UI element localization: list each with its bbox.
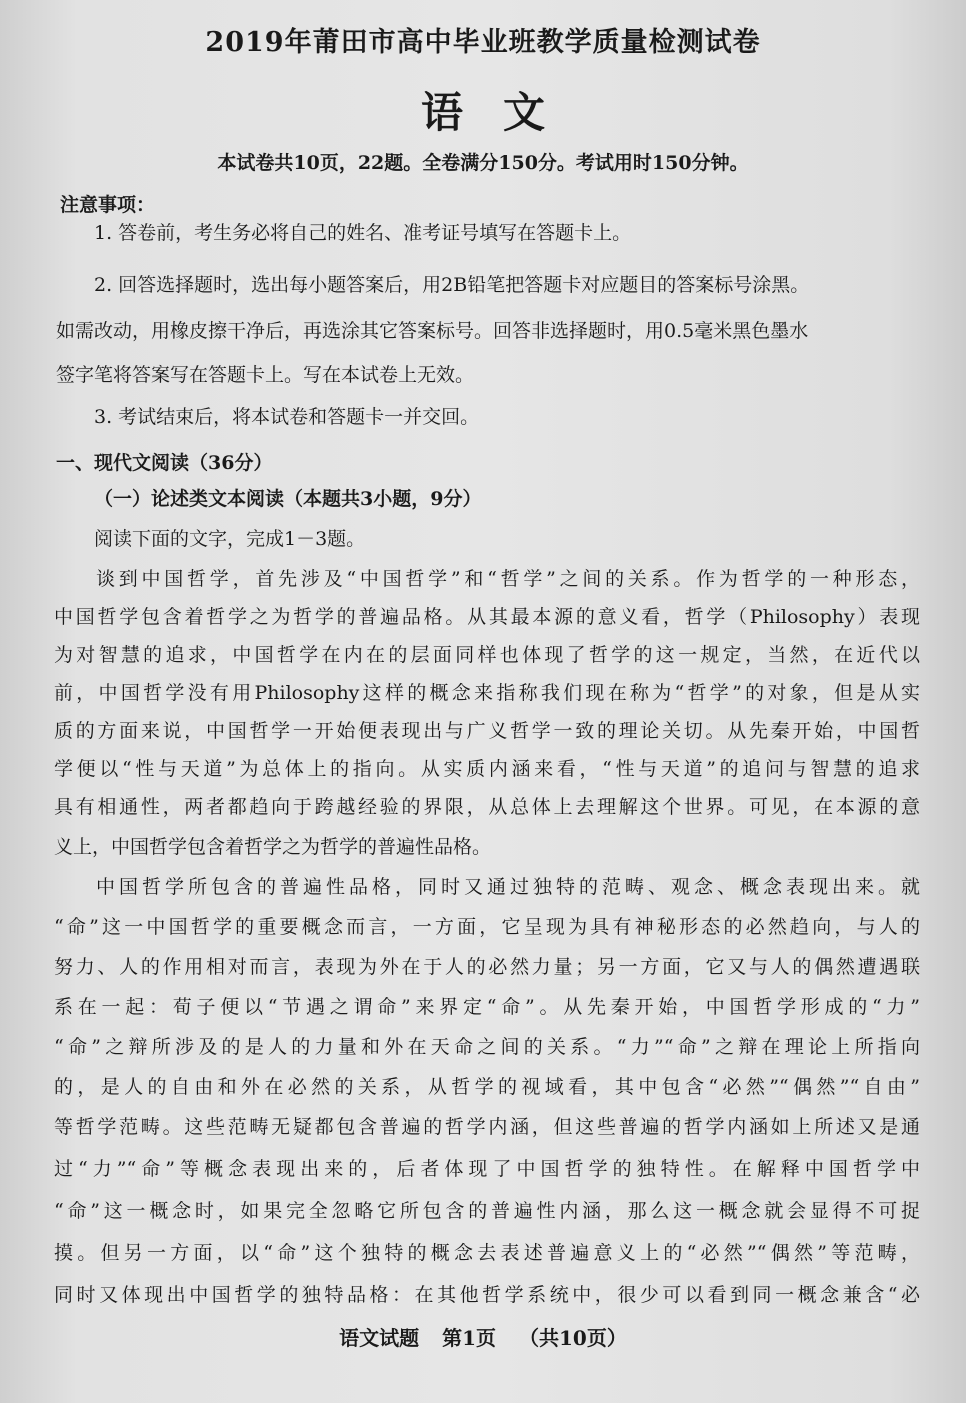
footer-page-number: 第1页 bbox=[442, 1326, 497, 1350]
passage-line: “命”之辩所涉及的是人的力量和外在天命之间的关系。“力”“命”之辩在理论上所指向 bbox=[54, 1036, 920, 1058]
passage-line: 中国哲学包含着哲学之为哲学的普遍品格。从其最本源的意义看，哲学（Philosophy）表现 bbox=[54, 606, 920, 628]
section-heading: 一、现代文阅读（36分） bbox=[56, 452, 273, 474]
exam-title: 2019年莆田市高中毕业班教学质量检测试卷 bbox=[205, 27, 761, 58]
passage-line: 前，中国哲学没有用Philosophy这样的概念来指称我们现在称为“哲学”的对象，但是从实 bbox=[54, 682, 920, 704]
subject-title: 语文 bbox=[420, 88, 585, 137]
passage-line: 为对智慧的追求，中国哲学在内在的层面同样也体现了哲学的这一规定，当然，在近代以 bbox=[54, 644, 920, 666]
passage-line: 摸。但另一方面，以“命”这个独特的概念去表述普遍意义上的“必然”“偶然”等范畴， bbox=[54, 1242, 920, 1264]
passage-line: 质的方面来说，中国哲学一开始便表现出与广义哲学一致的理论关切。从先秦开始，中国哲 bbox=[54, 720, 920, 742]
exam-info: 本试卷共10页，22题。全卷满分150分。考试用时150分钟。 bbox=[217, 152, 749, 174]
footer-total-pages: （共10页） bbox=[519, 1326, 627, 1350]
passage-line: 同时又体现出中国哲学的独特品格：在其他哲学系统中，很少可以看到同一概念兼含“必 bbox=[54, 1284, 920, 1306]
subsection-heading: （一）论述类文本阅读（本题共3小题，9分） bbox=[94, 488, 482, 510]
passage-line: 过“力”“命”等概念表现出来的，后者体现了中国哲学的独特性。在解释中国哲学中 bbox=[54, 1158, 920, 1180]
passage-line: 系在一起：荀子便以“节遇之谓命”来界定“命”。从先秦开始，中国哲学形成的“力” bbox=[54, 996, 920, 1018]
passage-line: 学便以“性与天道”为总体上的指向。从实质内涵来看，“性与天道”的追问与智慧的追求 bbox=[54, 758, 920, 780]
passage-line: 的，是人的自由和外在必然的关系，从哲学的视域看，其中包含“必然”“偶然”“自由” bbox=[54, 1076, 920, 1098]
passage-line: 义上，中国哲学包含着哲学之为哲学的普遍性品格。 bbox=[54, 836, 492, 858]
passage-line: 等哲学范畴。这些范畴无疑都包含普遍的哲学内涵，但这些普遍的哲学内涵如上所述又是通 bbox=[54, 1116, 920, 1138]
notice-item-2-line-2: 如需改动，用橡皮擦干净后，再选涂其它答案标号。回答非选择题时，用0.5毫米黑色墨水 bbox=[56, 320, 809, 342]
passage-line: 谈到中国哲学，首先涉及“中国哲学”和“哲学”之间的关系。作为哲学的一种形态， bbox=[96, 568, 920, 590]
footer-subject: 语文试题 bbox=[339, 1326, 420, 1350]
passage-line: 努力、人的作用相对而言，表现为外在于人的必然力量；另一方面，它又与人的偶然遭遇联 bbox=[54, 956, 920, 978]
passage-line: 具有相通性，两者都趋向于跨越经验的界限，从总体上去理解这个世界。可见，在本源的意 bbox=[54, 796, 920, 818]
passage-line: 中国哲学所包含的普遍性品格，同时又通过独特的范畴、观念、概念表现出来。就 bbox=[96, 876, 920, 898]
passage-line: “命”这一概念时，如果完全忽略它所包含的普遍性内涵，那么这一概念就会显得不可捉 bbox=[54, 1200, 920, 1222]
notice-item-1: 1. 答卷前，考生务必将自己的姓名、准考证号填写在答题卡上。 bbox=[94, 222, 632, 244]
reading-instruction: 阅读下面的文字，完成1－3题。 bbox=[94, 528, 366, 550]
notice-item-2-line-3: 签字笔将答案写在答题卡上。写在本试卷上无效。 bbox=[56, 364, 475, 386]
page-footer bbox=[0, 1322, 966, 1351]
notice-heading: 注意事项： bbox=[60, 194, 156, 216]
passage-line: “命”这一中国哲学的重要概念而言，一方面，它呈现为具有神秘形态的必然趋向，与人的 bbox=[54, 916, 920, 938]
notice-item-2-line-1: 2. 回答选择题时，选出每小题答案后，用2B铅笔把答题卡对应题目的答案标号涂黑。 bbox=[94, 274, 810, 296]
notice-item-3: 3. 考试结束后，将本试卷和答题卡一并交回。 bbox=[94, 406, 480, 428]
